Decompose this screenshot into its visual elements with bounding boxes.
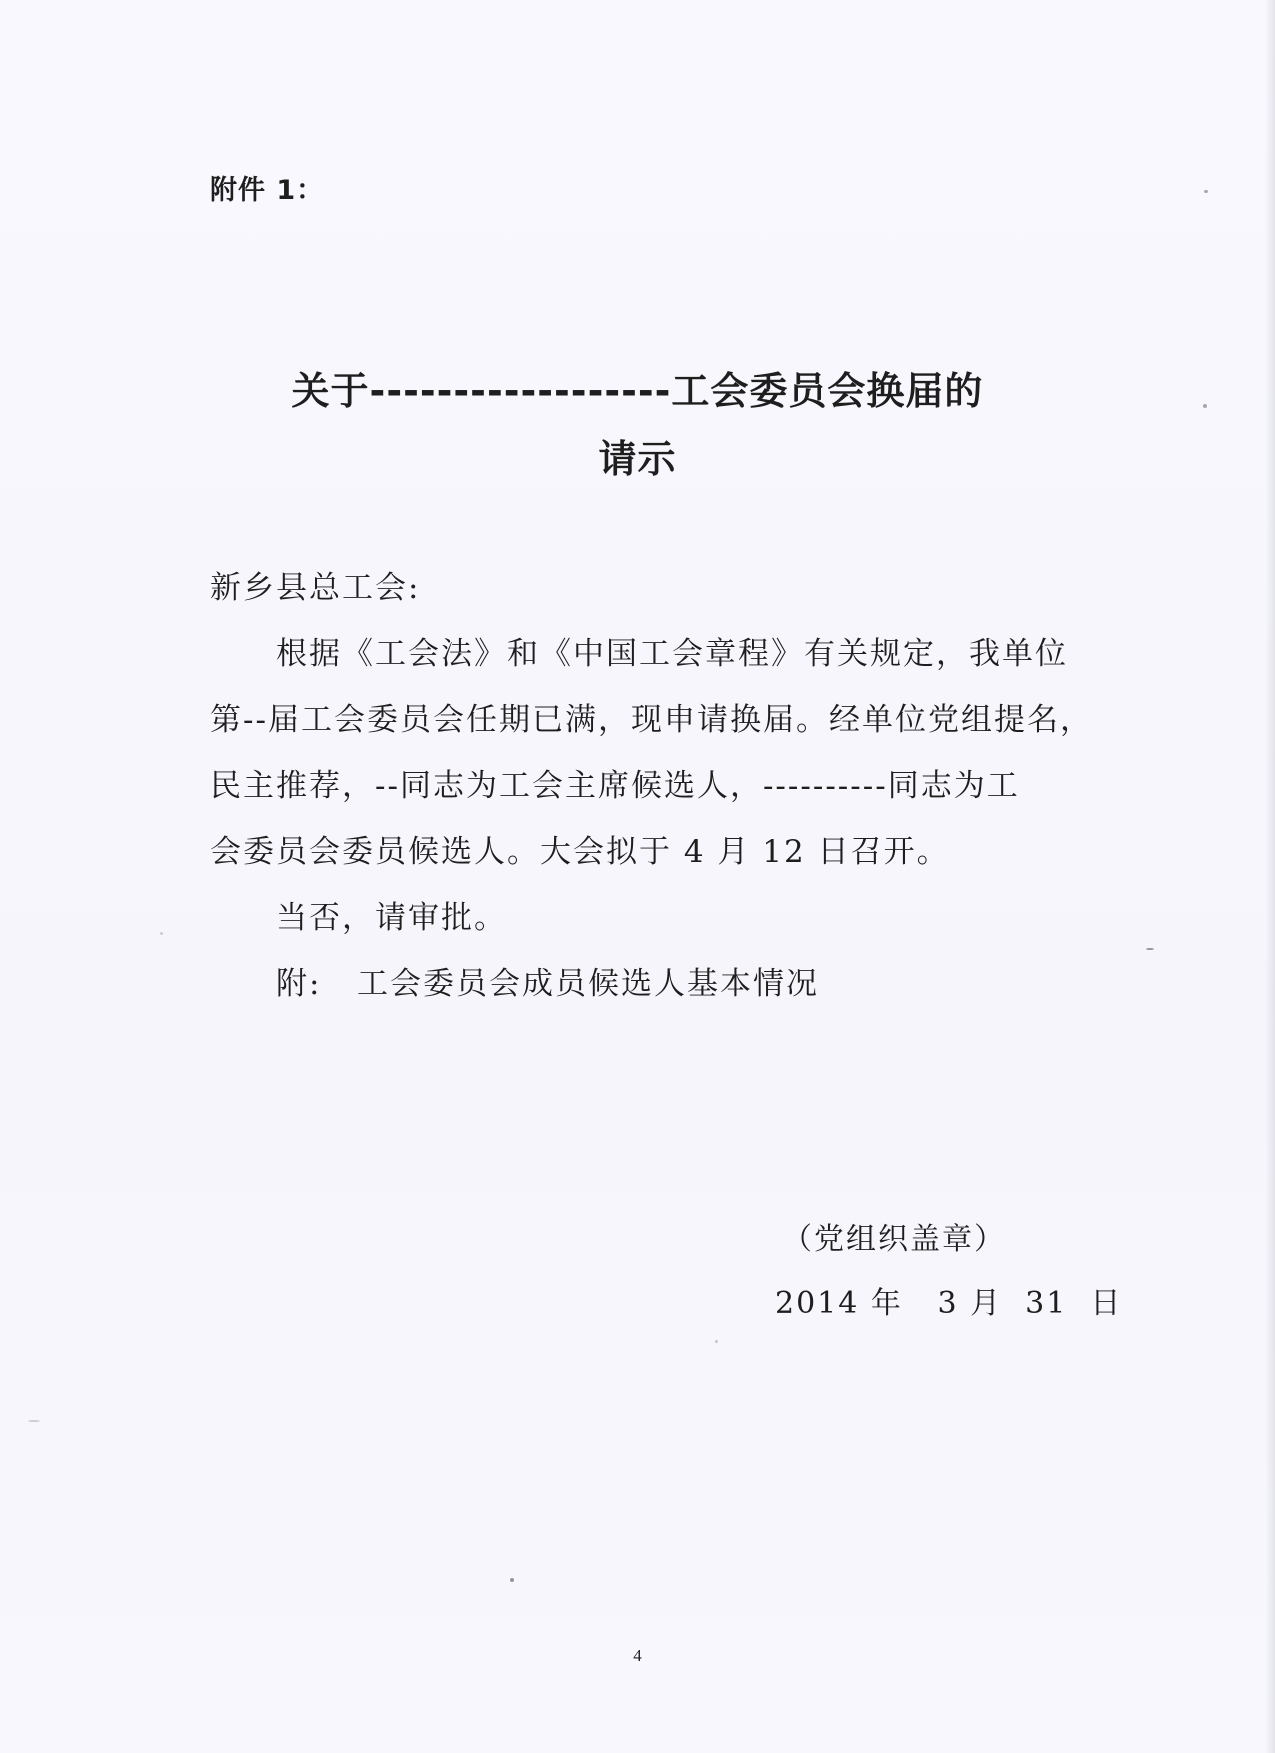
body-paragraph-line: 第--届工会委员会任期已满，现申请换届。经单位党组提名， (210, 702, 1093, 738)
scan-speck (160, 932, 163, 935)
request-line: 当否，请审批。 (276, 900, 507, 936)
document-title-line-2: 请示 (598, 437, 677, 481)
body-paragraph-line: 根据《工会法》和《中国工会章程》有关规定，我单位 (276, 636, 1068, 672)
document-date: 2014 年 3 月 31 日 (775, 1286, 1123, 1321)
body-paragraph-line: 会委员会委员候选人。大会拟于 4 月 12 日召开。 (210, 834, 950, 870)
scan-speck (28, 1420, 40, 1422)
seal-note: （党组织盖章） (782, 1222, 1006, 1257)
scan-speck (1146, 948, 1154, 950)
scan-edge (1265, 0, 1275, 1753)
scan-speck (1204, 190, 1208, 193)
scan-speck (510, 1578, 514, 1582)
document-title-line-1: 关于------------------工会委员会换届的 (291, 369, 984, 413)
appendix-line: 附: 工会委员会成员候选人基本情况 (276, 966, 820, 1002)
page-number: 4 (633, 1646, 642, 1665)
scan-speck (1203, 404, 1207, 408)
body-paragraph-line: 民主推荐，--同志为工会主席候选人，----------同志为工 (210, 768, 1020, 804)
attachment-label: 附件 1： (210, 175, 325, 206)
recipient-line: 新乡县总工会: (210, 570, 421, 606)
scan-speck (715, 1340, 718, 1343)
